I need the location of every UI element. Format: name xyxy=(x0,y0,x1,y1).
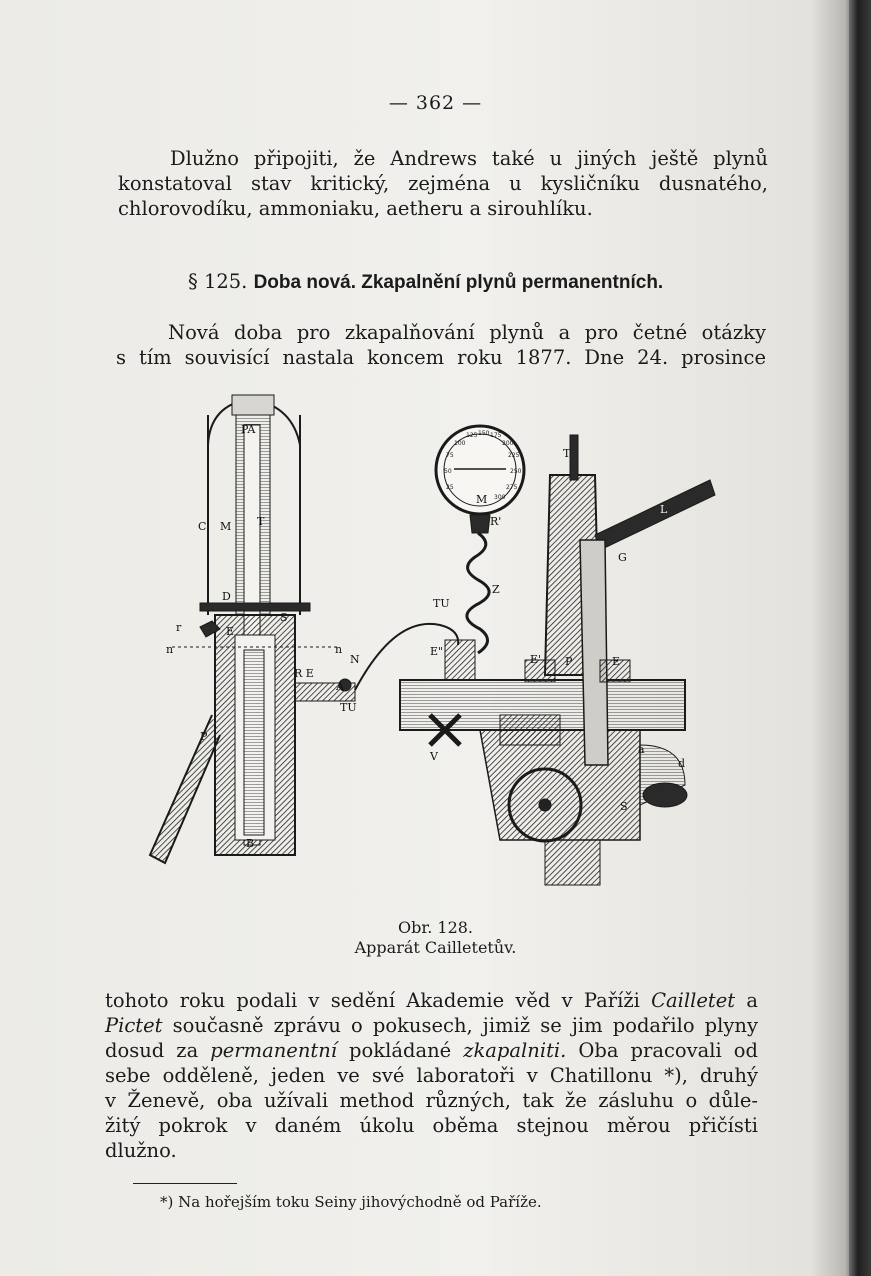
label-gauge-m: M xyxy=(476,493,488,506)
paragraph-3 xyxy=(105,988,758,1163)
label-l: L xyxy=(660,503,668,516)
label-e-prime: E' xyxy=(530,653,542,666)
label-a-lower: a xyxy=(638,743,645,756)
paragraph-3-line xyxy=(105,1038,758,1063)
footnote: *) Na hořejším toku Seiny jihovýchodně od Paříže. xyxy=(160,1193,542,1211)
paragraph-1 xyxy=(118,146,768,221)
label-r: r xyxy=(176,621,182,634)
section-title: Doba nová. Zkapalnění plynů permanentních. xyxy=(253,272,664,293)
label-s-lower: S xyxy=(620,800,628,813)
paragraph-3-line: v Ženevě, oba užívali method různých, tak že zásluhu o důle- xyxy=(105,1089,758,1112)
label-r-prime: R' xyxy=(490,515,502,528)
emphasis-permanentni: permanentní xyxy=(210,1039,338,1062)
label-p-right: P xyxy=(565,655,573,668)
text-run: tohoto roku podali v sedění Akademie věd v Paříži xyxy=(105,989,652,1012)
gauge-tick: 50 xyxy=(444,468,452,475)
paragraph-3-line xyxy=(105,988,758,1013)
paragraph-1-line: konstatoval stav kritický, zejména u kysličníku dusnatého, xyxy=(118,172,768,195)
book-spine-shadow xyxy=(849,0,871,1276)
gauge-tick: 100 xyxy=(454,440,466,447)
text-run: Oba pracovali od xyxy=(566,1039,759,1062)
gauge-tick: 175 xyxy=(490,432,502,439)
apparatus-figure xyxy=(140,385,730,905)
paragraph-2-line: Nová doba pro zkapalňování plynů a pro četné otázky xyxy=(168,321,766,344)
label-z: Z xyxy=(492,583,500,596)
gauge-tick: 225 xyxy=(508,452,520,459)
gauge-tick: 125 xyxy=(466,432,478,439)
label-e: E xyxy=(226,625,235,638)
paragraph-1-line: Dlužno připojiti, že Andrews také u jiných ještě plynů xyxy=(170,147,768,170)
label-t-upper: T xyxy=(563,447,571,460)
figure-caption: Apparát Cailletetův. xyxy=(354,938,517,957)
figure-number: Obr. 128. xyxy=(397,918,474,937)
label-tu: TU xyxy=(340,701,357,714)
gauge-tick: 150 xyxy=(478,430,490,437)
label-p: P xyxy=(200,730,208,743)
label-n-right: n xyxy=(335,643,343,656)
label-m: M xyxy=(220,520,232,533)
label-a: A xyxy=(336,680,344,693)
paragraph-3-line: sebe odděleně, jeden ve své laboratoři v Chatillonu *), druhý xyxy=(105,1064,758,1087)
label-c: C xyxy=(198,520,207,533)
label-big-n: N xyxy=(350,653,360,666)
gauge-tick: 75 xyxy=(446,452,454,459)
emphasis-zkapalniti: zkapalniti. xyxy=(463,1039,567,1062)
page-number: — 362 — xyxy=(388,92,483,114)
label-b: B xyxy=(246,837,255,850)
paragraph-2 xyxy=(116,320,766,370)
gauge-tick: 300 xyxy=(494,494,506,501)
label-e-double-prime: E" xyxy=(430,645,444,658)
section-heading xyxy=(188,270,663,294)
author-cailletet: Cailletet xyxy=(651,989,736,1012)
text-run: a xyxy=(735,989,758,1012)
section-number: § 125. xyxy=(188,270,248,293)
text-run: současně zprávu o pokusech, jimiž se jim podařilo plyny xyxy=(162,1014,758,1037)
gauge-tick: 250 xyxy=(510,468,522,475)
paragraph-3-line: dlužno. xyxy=(105,1139,177,1162)
gauge-tick: 200 xyxy=(502,440,514,447)
label-v: V xyxy=(430,750,438,763)
label-d-lower: d xyxy=(678,757,686,770)
label-e-right: E xyxy=(612,655,621,668)
author-pictet: Pictet xyxy=(105,1014,163,1037)
label-d: D xyxy=(222,590,231,603)
label-r-e: R E xyxy=(294,667,314,680)
paragraph-3-line xyxy=(105,1013,758,1038)
label-tu-upper: TU xyxy=(433,597,450,610)
label-pa: PA xyxy=(241,423,256,436)
label-t: T xyxy=(257,515,265,528)
paragraph-1-line: chlorovodíku, ammoniaku, aetheru a sirouhlíku. xyxy=(118,197,593,220)
gauge-tick: 275 xyxy=(506,484,518,491)
text-run: dosud za xyxy=(105,1039,211,1062)
footnote-rule xyxy=(133,1183,237,1184)
paragraph-3-line: žitý pokrok v daném úkolu oběma stejnou měrou přičísti xyxy=(105,1114,758,1137)
label-s: S xyxy=(280,611,288,624)
paragraph-2-line: s tím souvisící nastala koncem roku 1877. Dne 24. prosince xyxy=(116,346,766,369)
gauge-tick: 25 xyxy=(446,484,454,491)
text-run: pokládané xyxy=(337,1039,464,1062)
label-n: n xyxy=(166,643,174,656)
label-g: G xyxy=(618,551,627,564)
